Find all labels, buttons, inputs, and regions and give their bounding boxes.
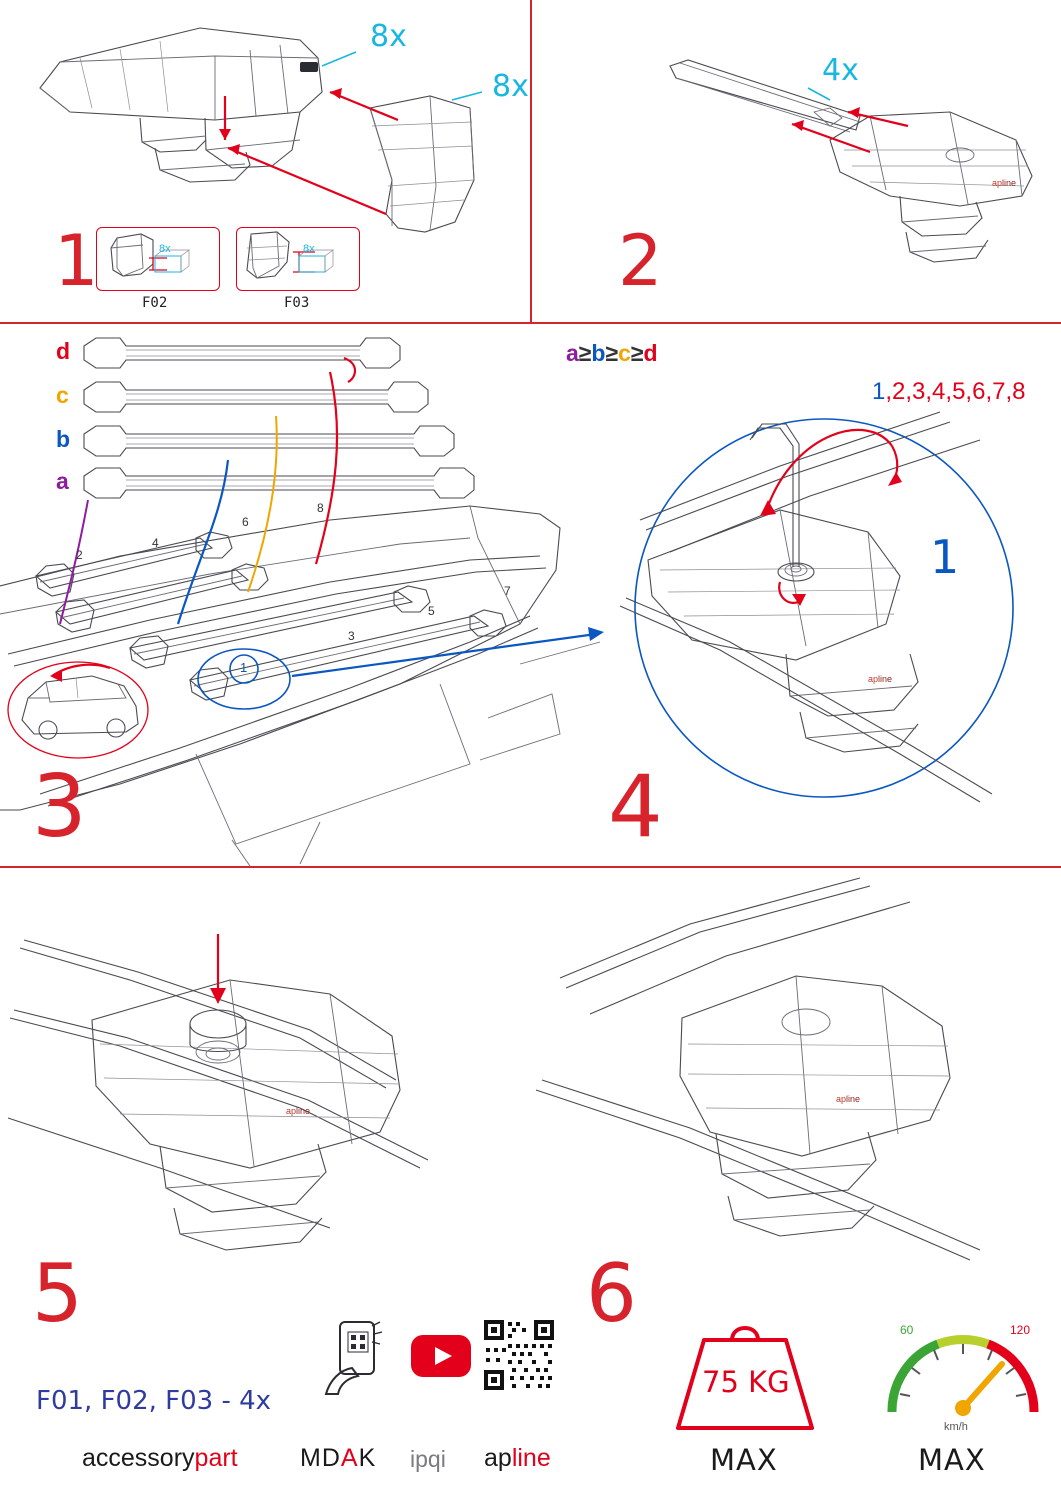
- formula-b: b: [591, 340, 606, 366]
- step-number-4: 4: [608, 757, 663, 857]
- svg-text:km/h: km/h: [944, 1421, 968, 1433]
- bar-label-a: a: [56, 468, 69, 494]
- max-weight-value: 75 KG: [702, 1365, 790, 1399]
- position-number-5: 5: [428, 604, 435, 618]
- qty-label-8x-b: 8x: [492, 69, 529, 104]
- formula-ge-3: ≥: [630, 340, 644, 366]
- part-qty-f03: 8x: [303, 243, 315, 255]
- step-4-illustration: [600, 324, 1061, 866]
- formula-d: d: [643, 340, 658, 366]
- position-number-1: 1: [240, 660, 248, 675]
- step-2-illustration: [530, 0, 1061, 322]
- brand-ipqi: ipqi: [410, 1446, 446, 1472]
- step-number-6: 6: [586, 1247, 637, 1340]
- step-5-panel: [0, 868, 551, 1500]
- step-number-2: 2: [618, 220, 663, 302]
- step-number-3: 3: [32, 757, 87, 857]
- qty-label-4x: 4x: [822, 53, 859, 88]
- brand-apline-part1: ap: [484, 1444, 512, 1472]
- bar-label-c: c: [56, 382, 69, 408]
- max-speed-caption: MAX: [918, 1443, 986, 1477]
- step-3-illustration: [0, 324, 620, 866]
- part-box-f02: [96, 227, 220, 291]
- qty-label-8x-a: 8x: [370, 19, 407, 54]
- step-number-5: 5: [32, 1247, 83, 1340]
- position-number-4: 4: [152, 536, 159, 550]
- sequence-rest: ,2,3,4,5,6,7,8: [885, 378, 1026, 405]
- formula-c: c: [618, 340, 631, 366]
- position-number-8: 8: [317, 501, 324, 515]
- sequence-first: 1: [872, 378, 886, 405]
- tightening-sequence: [872, 380, 1025, 404]
- position-number-3: 3: [348, 629, 355, 643]
- brand-mdak: [300, 1446, 376, 1471]
- step-2-panel: [530, 0, 1061, 322]
- step-6-panel: [530, 868, 1061, 1500]
- phone-scan-icon: [324, 1320, 384, 1396]
- formula-a: a: [566, 340, 579, 366]
- formula-ge-2: ≥: [605, 340, 619, 366]
- brand-mdak-part1: MD: [300, 1444, 341, 1472]
- position-number-2: 2: [76, 548, 83, 562]
- step-4-panel: [600, 324, 1061, 866]
- brand-accessorypart-part1: accessory: [82, 1444, 195, 1472]
- svg-text:apline: apline: [836, 1094, 861, 1104]
- bar-label-b: b: [56, 426, 71, 452]
- parts-list-text: F01, F02, F03 - 4x: [36, 1386, 272, 1416]
- bar-label-d: d: [56, 338, 71, 364]
- step-6-illustration: [530, 868, 1061, 1268]
- part-qty-f02: 8x: [159, 243, 171, 255]
- svg-text:apline: apline: [286, 1106, 311, 1116]
- brand-mdak-part3: K: [358, 1444, 377, 1472]
- part-label-f03: F03: [284, 295, 310, 311]
- youtube-icon[interactable]: [410, 1334, 472, 1378]
- svg-text:apline: apline: [868, 674, 893, 684]
- step-5-illustration: [0, 868, 530, 1268]
- max-weight-caption: MAX: [710, 1443, 778, 1477]
- speedometer-icon: [878, 1308, 1048, 1436]
- svg-text:120: 120: [1010, 1323, 1031, 1337]
- torque-callout-1: 1: [930, 530, 960, 584]
- step-1-panel: [0, 0, 530, 322]
- brand-accessorypart: [82, 1446, 238, 1471]
- formula-ge-1: ≥: [578, 340, 592, 366]
- svg-text:60: 60: [900, 1323, 914, 1337]
- position-number-6: 6: [242, 515, 249, 529]
- position-number-7: 7: [504, 584, 511, 598]
- part-label-f02: F02: [142, 295, 168, 311]
- brand-apline-part2: line: [511, 1444, 551, 1472]
- svg-text:apline: apline: [992, 178, 1017, 188]
- step-number-1: 1: [54, 220, 99, 302]
- brand-mdak-part2: A: [340, 1444, 359, 1472]
- step-3-panel: [0, 324, 620, 866]
- brand-accessorypart-part2: part: [194, 1444, 238, 1472]
- part-box-f03: [236, 227, 360, 291]
